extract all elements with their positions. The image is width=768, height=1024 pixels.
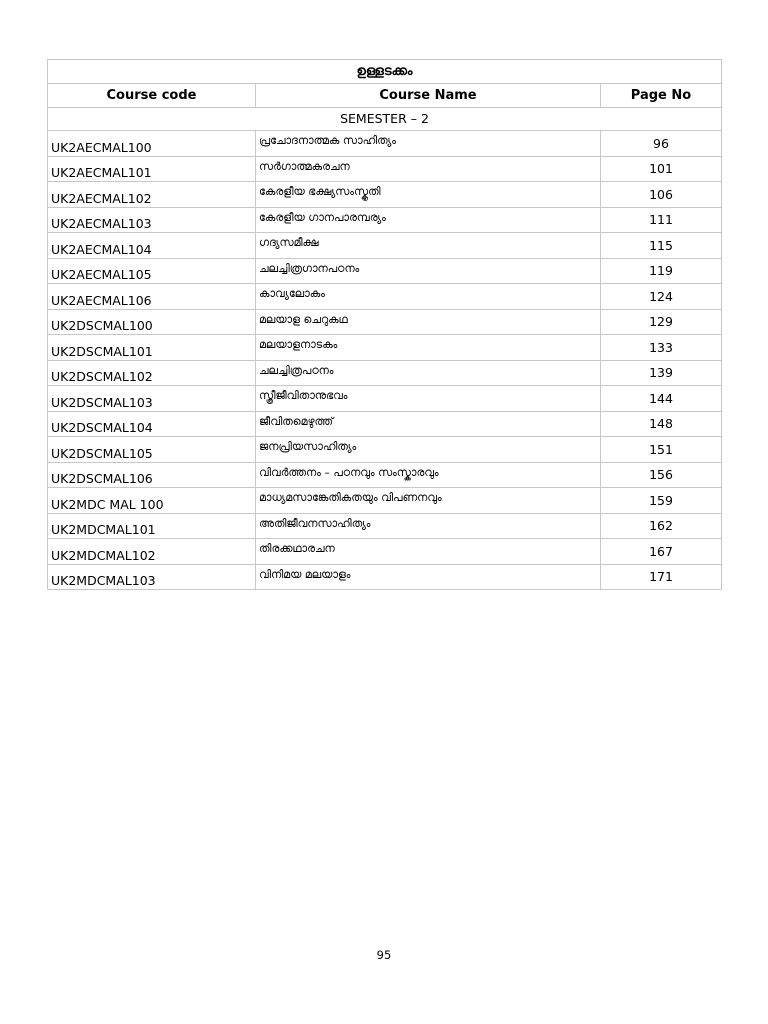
table-row <box>48 284 722 310</box>
course-name-cell: കേരളീയ ഗാനപാരമ്പര്യം <box>256 207 601 233</box>
course-name-cell: ഗദ്യസമീക്ഷ <box>256 233 601 259</box>
header-course-code: Course code <box>48 84 256 108</box>
course-code-cell: UK2DSCMAL104 <box>48 411 256 437</box>
page-no-cell: 148 <box>601 411 722 437</box>
course-code-cell: UK2DSCMAL103 <box>48 386 256 412</box>
course-code-cell: UK2AECMAL106 <box>48 284 256 310</box>
table-row <box>48 182 722 208</box>
page-no-cell: 106 <box>601 182 722 208</box>
page-no-cell: 156 <box>601 462 722 488</box>
table-row <box>48 539 722 565</box>
table-row <box>48 437 722 463</box>
course-name-cell: സർഗാത്മകരചന <box>256 156 601 182</box>
table-row <box>48 335 722 361</box>
course-code-cell: UK2AECMAL100 <box>48 131 256 157</box>
course-name-cell: ചലച്ചിത്രഗാനപഠനം <box>256 258 601 284</box>
page-no-cell: 111 <box>601 207 722 233</box>
course-name-cell: വിവർത്തനം – പഠനവും സംസ്കാരവും <box>256 462 601 488</box>
semester-row <box>48 107 722 131</box>
page-no-cell: 171 <box>601 564 722 590</box>
course-code-cell: UK2AECMAL105 <box>48 258 256 284</box>
table-row <box>48 488 722 514</box>
table-row <box>48 233 722 259</box>
header-course-name: Course Name <box>256 84 601 108</box>
table-row <box>48 513 722 539</box>
page-no-cell: 139 <box>601 360 722 386</box>
course-name-cell: മലയാള ചെറുകഥ <box>256 309 601 335</box>
table-row <box>48 156 722 182</box>
course-name-cell: കേരളീയ ഭക്ഷ്യസംസ്കൃതി <box>256 182 601 208</box>
course-name-cell: ചലച്ചിത്രപഠനം <box>256 360 601 386</box>
page-no-cell: 162 <box>601 513 722 539</box>
page-no-cell: 129 <box>601 309 722 335</box>
course-code-cell: UK2DSCMAL100 <box>48 309 256 335</box>
course-code-cell: UK2DSCMAL101 <box>48 335 256 361</box>
header-page-no: Page No <box>601 84 722 108</box>
table-header-row <box>48 84 722 108</box>
course-name-cell: അതിജീവനസാഹിത്യം <box>256 513 601 539</box>
course-name-cell: തിരക്കഥാരചന <box>256 539 601 565</box>
page-no-cell: 96 <box>601 131 722 157</box>
course-code-cell: UK2MDCMAL101 <box>48 513 256 539</box>
course-code-cell: UK2AECMAL103 <box>48 207 256 233</box>
page-no-cell: 151 <box>601 437 722 463</box>
page-no-cell: 119 <box>601 258 722 284</box>
table-row <box>48 411 722 437</box>
course-name-cell: കാവ്യലോകം <box>256 284 601 310</box>
table-row <box>48 131 722 157</box>
contents-table <box>47 59 722 590</box>
course-name-cell: മാധ്യമസാങ്കേതികതയും വിപണനവും <box>256 488 601 514</box>
page-no-cell: 167 <box>601 539 722 565</box>
table-row <box>48 207 722 233</box>
course-name-cell: വിനിമയ മലയാളം <box>256 564 601 590</box>
course-name-cell: പ്രചോദനാത്മക സാഹിത്യം <box>256 131 601 157</box>
page-no-cell: 144 <box>601 386 722 412</box>
table-row <box>48 386 722 412</box>
page-no-cell: 101 <box>601 156 722 182</box>
page-no-cell: 159 <box>601 488 722 514</box>
table-title-row <box>48 60 722 84</box>
table-row <box>48 564 722 590</box>
course-code-cell: UK2DSCMAL106 <box>48 462 256 488</box>
course-name-cell: ജനപ്രിയസാഹിത്യം <box>256 437 601 463</box>
course-code-cell: UK2MDCMAL102 <box>48 539 256 565</box>
page-number: 95 <box>376 948 392 962</box>
course-code-cell: UK2DSCMAL102 <box>48 360 256 386</box>
page-no-cell: 124 <box>601 284 722 310</box>
table-row <box>48 258 722 284</box>
course-code-cell: UK2AECMAL104 <box>48 233 256 259</box>
table-row <box>48 360 722 386</box>
table-row <box>48 309 722 335</box>
table-title: ഉള്ളടക്കം <box>48 60 722 84</box>
course-code-cell: UK2MDC MAL 100 <box>48 488 256 514</box>
course-name-cell: മലയാളനാടകം <box>256 335 601 361</box>
table-body <box>48 131 722 590</box>
page-no-cell: 133 <box>601 335 722 361</box>
course-code-cell: UK2AECMAL102 <box>48 182 256 208</box>
course-name-cell: സ്ത്രീജീവിതാനുഭവം <box>256 386 601 412</box>
table-row <box>48 462 722 488</box>
semester-label: SEMESTER – 2 <box>48 107 722 131</box>
course-code-cell: UK2AECMAL101 <box>48 156 256 182</box>
course-code-cell: UK2MDCMAL103 <box>48 564 256 590</box>
course-name-cell: ജീവിതമെഴുത്ത് <box>256 411 601 437</box>
course-code-cell: UK2DSCMAL105 <box>48 437 256 463</box>
page-no-cell: 115 <box>601 233 722 259</box>
